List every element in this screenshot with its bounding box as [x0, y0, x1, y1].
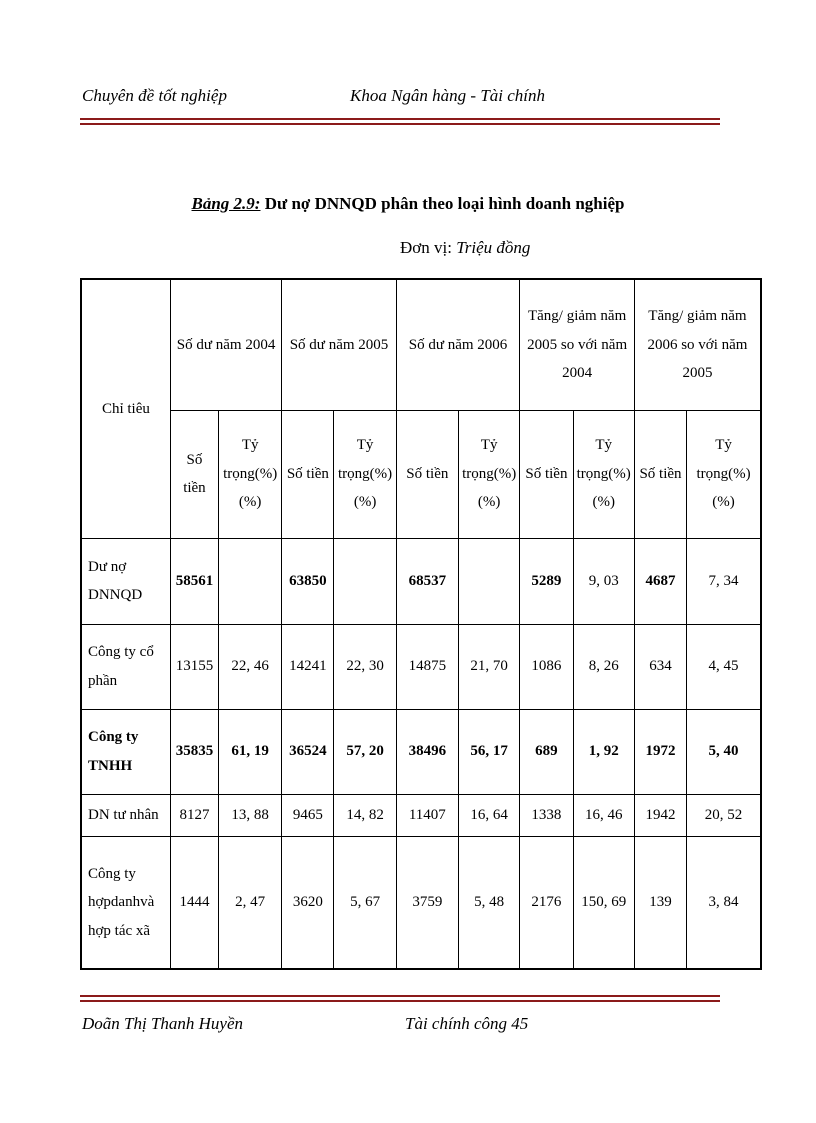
- table-cell: 634: [634, 624, 686, 709]
- table-cell: 689: [520, 709, 573, 794]
- table-cell: 58561: [170, 538, 218, 624]
- sub-so-tien: Số tiền: [282, 410, 334, 538]
- table-cell: 9, 03: [573, 538, 634, 624]
- table-cell: 57, 20: [334, 709, 396, 794]
- sub-so-tien: Số tiền: [170, 410, 218, 538]
- table-cell: 20, 52: [687, 794, 761, 836]
- table-cell: 56, 17: [458, 709, 519, 794]
- unit-prefix: Đơn vị:: [400, 238, 457, 257]
- group-change-2006: Tăng/ giảm năm 2006 so với năm 2005: [634, 279, 761, 410]
- group-2004: Số dư năm 2004: [170, 279, 281, 410]
- table-cell: 1086: [520, 624, 573, 709]
- table-cell: 63850: [282, 538, 334, 624]
- table-cell: 5, 67: [334, 836, 396, 969]
- table-cell: [334, 538, 396, 624]
- table-row: [81, 836, 761, 969]
- table-cell: 1972: [634, 709, 686, 794]
- table-cell: 1942: [634, 794, 686, 836]
- row-label: Dư nợ DNNQD: [81, 538, 170, 624]
- table-cell: 14875: [396, 624, 458, 709]
- table-cell: 16, 46: [573, 794, 634, 836]
- table-cell: 22, 30: [334, 624, 396, 709]
- table-cell: 4687: [634, 538, 686, 624]
- table-cell: 2176: [520, 836, 573, 969]
- sub-so-tien: Số tiền: [520, 410, 573, 538]
- table-cell: 4, 45: [687, 624, 761, 709]
- sub-ty-trong: Tỷ trọng(%) (%): [573, 410, 634, 538]
- table-cell: 150, 69: [573, 836, 634, 969]
- sub-ty-trong: Tỷ trọng(%) (%): [687, 410, 761, 538]
- row-label: Công ty cổ phần: [81, 624, 170, 709]
- footer-left: Doãn Thị Thanh Huyền: [82, 1014, 244, 1033]
- table-cell: [219, 538, 282, 624]
- col-chitieu: Chỉ tiêu: [81, 279, 170, 538]
- table-cell: 38496: [396, 709, 458, 794]
- row-label: Công ty hợpdanhvà hợp tác xã: [81, 836, 170, 969]
- table-cell: 3759: [396, 836, 458, 969]
- table-cell: 22, 46: [219, 624, 282, 709]
- table-cell: 5, 48: [458, 836, 519, 969]
- sub-so-tien: Số tiền: [396, 410, 458, 538]
- table-cell: 5, 40: [687, 709, 761, 794]
- header-row-sub: [81, 410, 761, 538]
- table-cell: 21, 70: [458, 624, 519, 709]
- table-row: [81, 624, 761, 709]
- table-cell: 13155: [170, 624, 218, 709]
- table-number: Bảng 2.9:: [191, 194, 261, 213]
- table-cell: 14, 82: [334, 794, 396, 836]
- sub-ty-trong: Tỷ trọng(%) (%): [458, 410, 519, 538]
- table-cell: 68537: [396, 538, 458, 624]
- table-cell: 8, 26: [573, 624, 634, 709]
- table-cell: 14241: [282, 624, 334, 709]
- table-cell: 3620: [282, 836, 334, 969]
- footer-rule: [80, 995, 720, 1002]
- table-cell: 11407: [396, 794, 458, 836]
- group-change-2005: Tăng/ giảm năm 2005 so với năm 2004: [520, 279, 635, 410]
- table-row: [81, 538, 761, 624]
- table-cell: 139: [634, 836, 686, 969]
- data-table: [80, 278, 762, 970]
- table-cell: [458, 538, 519, 624]
- table-cell: 36524: [282, 709, 334, 794]
- table-cell: 9465: [282, 794, 334, 836]
- table-row: [81, 709, 761, 794]
- unit-line: [400, 238, 530, 258]
- sub-ty-trong: Tỷ trọng(%) (%): [219, 410, 282, 538]
- table-cell: 7, 34: [687, 538, 761, 624]
- table-row: [81, 794, 761, 836]
- row-label: DN tư nhân: [81, 794, 170, 836]
- footer-center: Tài chính công 45: [405, 1014, 529, 1033]
- table-cell: 5289: [520, 538, 573, 624]
- table-cell: 13, 88: [219, 794, 282, 836]
- table-cell: 35835: [170, 709, 218, 794]
- table-cell: 16, 64: [458, 794, 519, 836]
- table-caption: Dư nợ DNNQD phân theo loại hình doanh nghiệp: [260, 194, 625, 213]
- header-rule: [80, 118, 720, 125]
- table-cell: 1, 92: [573, 709, 634, 794]
- table-cell: 8127: [170, 794, 218, 836]
- sub-ty-trong: Tỷ trọng(%) (%): [334, 410, 396, 538]
- group-2006: Số dư năm 2006: [396, 279, 520, 410]
- table-cell: 1444: [170, 836, 218, 969]
- table-cell: 1338: [520, 794, 573, 836]
- group-2005: Số dư năm 2005: [282, 279, 396, 410]
- table-cell: 61, 19: [219, 709, 282, 794]
- table-cell: 3, 84: [687, 836, 761, 969]
- table-title: [0, 194, 816, 214]
- header-row-groups: [81, 279, 761, 410]
- header-left: Chuyên đề tốt nghiệp: [82, 86, 227, 105]
- sub-so-tien: Số tiền: [634, 410, 686, 538]
- header-center: Khoa Ngân hàng - Tài chính: [350, 86, 546, 105]
- unit-value: Triệu đồng: [456, 238, 531, 257]
- row-label: Công ty TNHH: [81, 709, 170, 794]
- table-cell: 2, 47: [219, 836, 282, 969]
